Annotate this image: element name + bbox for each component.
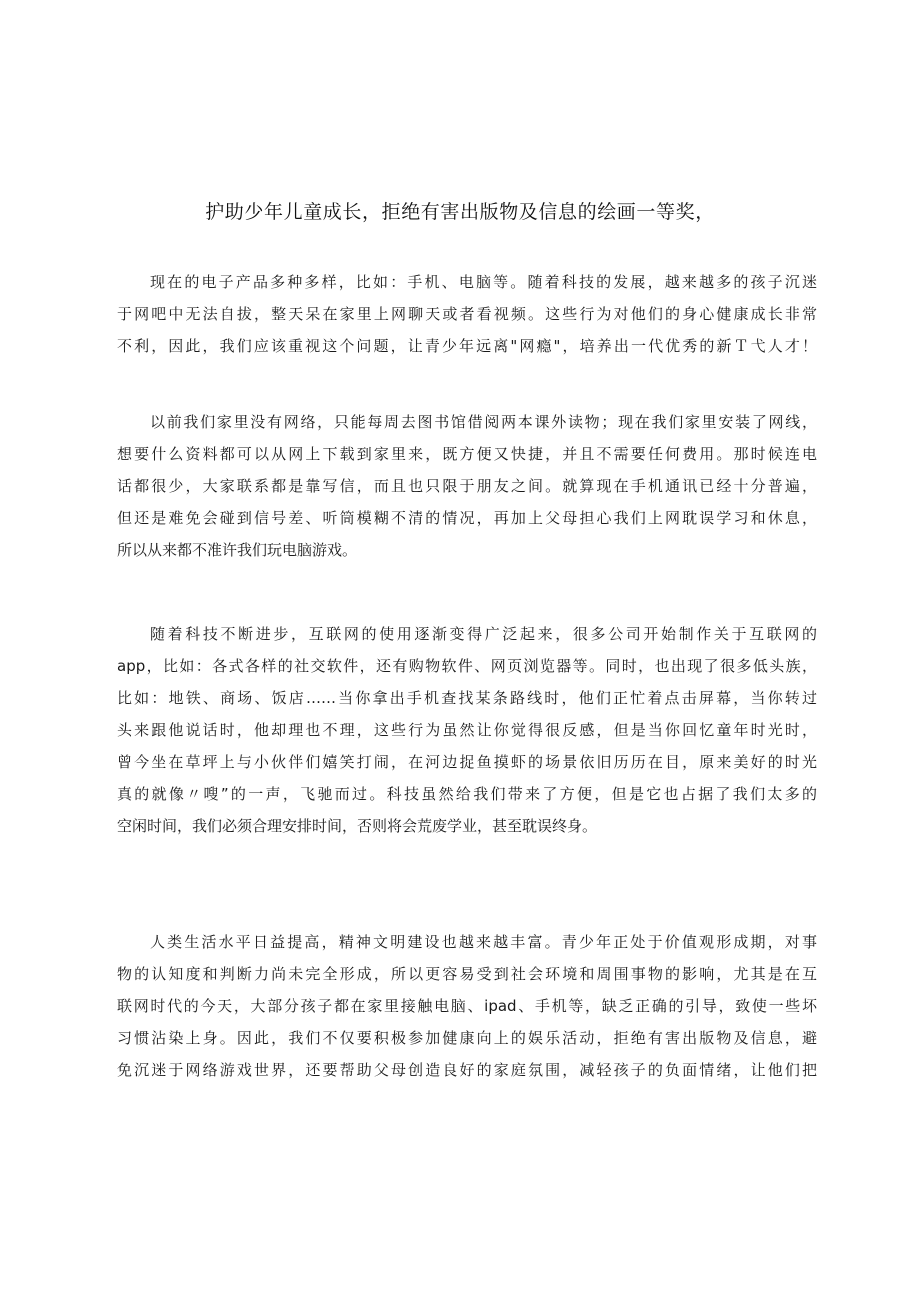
paragraph-line: 真的就像〃嗖”的一声，飞驰而过。科技虽然给我们带来了方便，但是它也占据了我们太多的	[117, 785, 817, 803]
paragraph-3	[117, 618, 817, 842]
paragraph-line: 习惯沾染上身。因此，我们不仅要积极参加健康向上的娱乐活动，拒绝有害出版物及信息，避	[117, 1029, 817, 1047]
paragraph-2	[117, 406, 817, 566]
paragraph-line: 以前我们家里没有网络，只能每周去图书馆借阅两本课外读物；现在我们家里安装了网线，	[150, 413, 817, 431]
paragraph-line: 物的认知度和判断力尚未完全形成，所以更容易受到社会环境和周围事物的影响，尤其是在互	[117, 965, 817, 983]
paragraph-line: 话都很少，大家联系都是靠写信，而且也只限于朋友之间。就算现在手机通讯已经十分普遍，	[117, 477, 817, 495]
paragraph-line: 比如：地铁、商场、饭店……当你拿出手机查找某条路线时，他们正忙着点击屏幕，当你转过	[117, 689, 817, 707]
paragraph-line: 曾今坐在草坪上与小伙伴们嬉笑打闹，在河边捉鱼摸虾的场景依旧历历在目，原来美好的时光	[117, 753, 817, 771]
paragraph-line: 想要什么资料都可以从网上下载到家里来，既方便又快捷，并且不需要任何费用。那时候连电	[117, 445, 817, 463]
paragraph-line: 于网吧中无法自拔，整天呆在家里上网聊天或者看视频。这些行为对他们的身心健康成长非常	[117, 305, 817, 323]
paragraph-line: 现在的电子产品多种多样，比如：手机、电脑等。随着科技的发展，越来越多的孩子沉迷	[150, 273, 817, 291]
paragraph-line: 随着科技不断进步，互联网的使用逐渐变得广泛起来，很多公司开始制作关于互联网的	[150, 625, 817, 643]
paragraph-line: 免沉迷于网络游戏世界，还要帮助父母创造良好的家庭氛围，减轻孩子的负面情绪，让他们把	[117, 1061, 817, 1079]
paragraph-line: 空闲时间，我们必须合理安排时间，否则将会荒废学业，甚至耽误终身。	[117, 817, 598, 835]
paragraph-line: 人类生活水平日益提高，精神文明建设也越来越丰富。青少年正处于价值观形成期，对事	[150, 933, 817, 951]
paragraph-line: 但还是难免会碰到信号差、听筒模糊不清的情况，再加上父母担心我们上网耽误学习和休息，	[117, 509, 817, 527]
paragraph-line: 联网时代的今天，大部分孩子都在家里接触电脑、ipad、手机等，缺乏正确的引导，致使一些坏	[117, 997, 817, 1015]
document-title: 护助少年儿童成长，拒绝有害出版物及信息的绘画一等奖，	[205, 201, 715, 223]
paragraph-line: app，比如：各式各样的社交软件，还有购物软件、网页浏览器等。同时，也出现了很多低头族，	[117, 657, 817, 675]
paragraph-line: 头来跟他说话时，他却理也不理，这些行为虽然让你觉得很反感，但是当你回忆童年时光时，	[117, 721, 817, 739]
paragraph-line: 所以从来都不准许我们玩电脑游戏。	[117, 541, 358, 559]
paragraph-line: 不利，因此，我们应该重视这个问题，让青少年远离"网瘾"，培养出一代优秀的新Ｔ弋人才！	[117, 337, 817, 355]
paragraph-4	[117, 926, 817, 1086]
paragraph-1	[117, 266, 817, 362]
